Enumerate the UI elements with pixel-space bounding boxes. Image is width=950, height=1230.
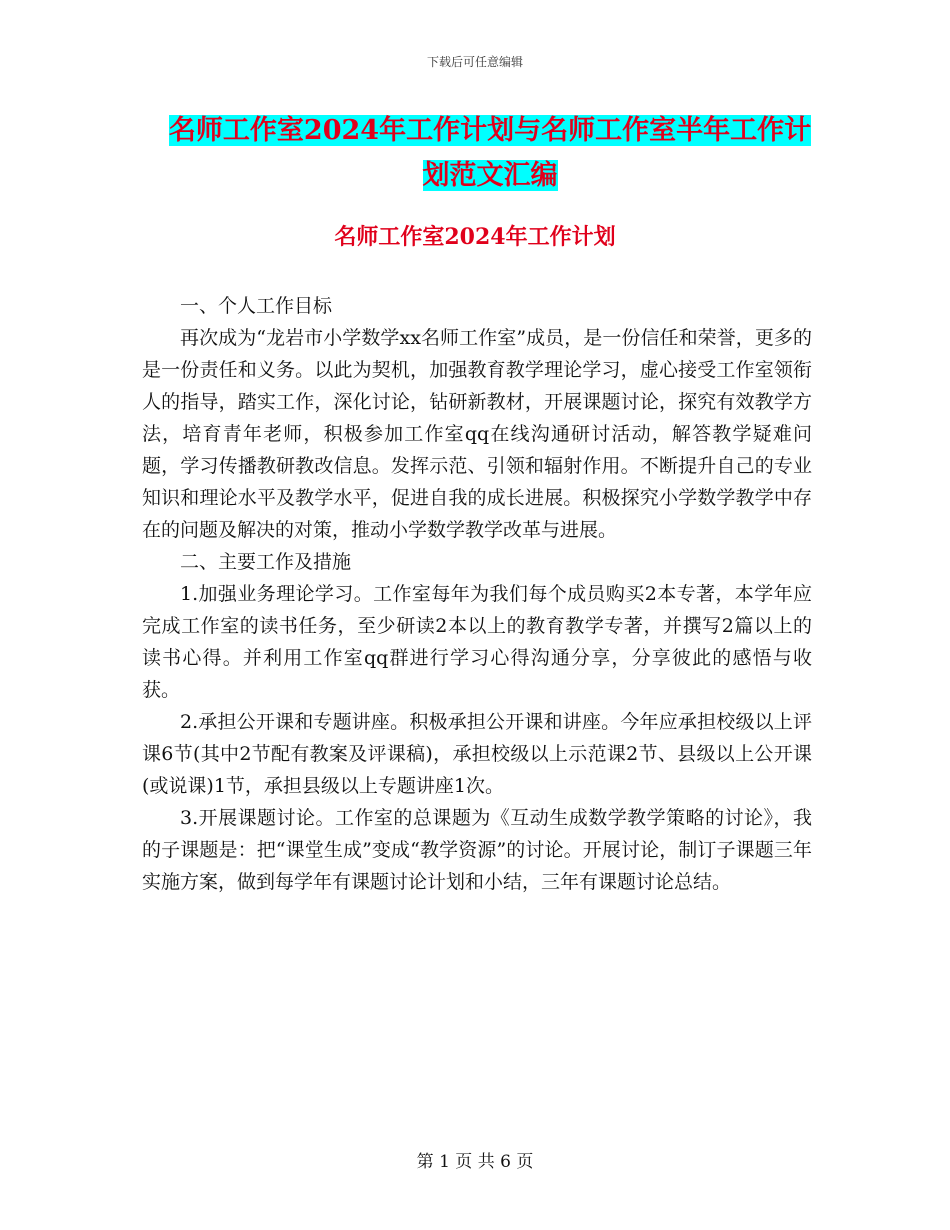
paragraph-item-2: 2.承担公开课和专题讲座。积极承担公开课和讲座。今年应承担校级以上评课6节(其中2节配有教案及评课稿)，承担校级以上示范课2节、县级以上公开课(或说课)1节，承担县级以上专题讲座1次。 (142, 711, 812, 797)
document-body (142, 290, 812, 898)
paragraph-item-1: 1.加强业务理论学习。工作室每年为我们每个成员购买2本专著，本学年应完成工作室的读书任务，至少研读2本以上的教育教学专著，并撰写2篇以上的读书心得。并利用工作室qq群进行学习心得沟通分享，分享彼此的感悟与收获。 (142, 583, 812, 701)
page-header-note: 下载后可任意编辑 (426, 55, 523, 69)
paragraph-item-3: 3.开展课题讨论。工作室的总课题为《互动生成数学教学策略的讨论》，我的子课题是：把“课堂生成”变成“教学资源”的讨论。开展讨论，制订子课题三年实施方案，做到每学年有课题讨论计划和小结，三年有课题讨论总结。 (142, 807, 812, 893)
document-title-line-1: 名师工作室2024年工作计划与名师工作室半年工作计 (168, 115, 812, 146)
page-number-footer: 第 1 页 共 6 页 (416, 1152, 534, 1172)
paragraph-personal-goals: 再次成为“龙岩市小学数学xx名师工作室”成员，是一份信任和荣誉，更多的是一份责任和义务。以此为契机，加强教育教学理论学习，虚心接受工作室领衔人的指导，踏实工作，深化讨论，钻研新教材，开展课题讨论，探究有效教学方法，培育青年老师，积极参加工作室qq在线沟通研讨活动，解答教学疑难问题，学习传播教研教改信息。发挥示范、引领和辐射作用。不断提升自己的专业知识和理论水平及教学水平，促进自我的成长进展。积极探究小学数学教学中存在的问题及解决的对策，推动小学数学教学改革与进展。 (142, 327, 812, 541)
document-title (140, 108, 840, 198)
heading-personal-goals: 一、个人工作目标 (180, 295, 333, 317)
document-title-line-2: 划范文汇编 (422, 160, 558, 191)
heading-main-work: 二、主要工作及措施 (180, 551, 352, 573)
section-title: 名师工作室2024年工作计划 (334, 224, 616, 250)
